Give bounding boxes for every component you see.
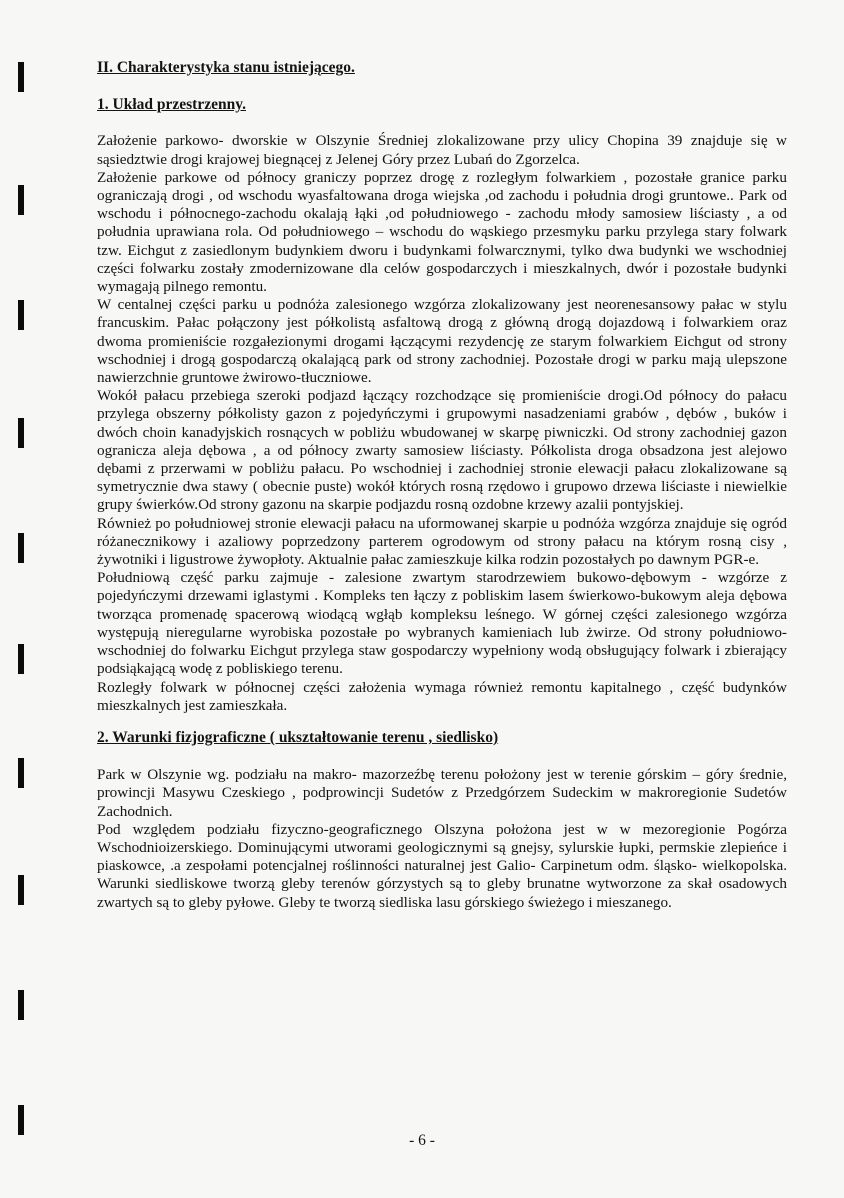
section-heading: 2. Warunki fizjograficzne ( ukształtowanie terenu , siedlisko): [97, 728, 499, 746]
document-body: [97, 59, 787, 912]
paragraph: Wokół pałacu przebiega szeroki podjazd łączący rozchodzące się promieniście drogi.Od północy do pałacu przylega obszerny półkolisty gazon z pojedyńczymi i grupowymi nasadzeniami grabów , dębów , buków i dwóch choin kanadyjskich rosnących w pobliżu wbudowanej w skarpę piwniczki. Od strony zachodniej gazon ogranicza aleja dębowa , a od północy zwarty samosiew liściasty. Półkolista droga obsadzona jest alejowo dębami z przerwami w pobliżu pałacu. Po wschodniej i zachodniej stronie elewacji pałacu zlokalizowane są symetrycznie dwa stawy ( obecnie puste) wokół których rosną rzędowo i grupowo drzewa liściaste i niewielkie grupy świerków.Od strony gazonu na skarpie podjazdu rosną ozdobne krzewy azalii pontyjskiej.: [97, 387, 787, 514]
binding-mark: [18, 1105, 24, 1135]
binding-mark: [18, 418, 24, 448]
paragraph: W centalnej części parku u podnóża zalesionego wzgórza zlokalizowany jest neorenesansowy pałac w stylu francuskim. Pałac połączony jest półkolistą asfaltową drogą z główną drogą dojazdową i folwarkiem oraz dwoma promieniście rozgałezionymi drogami łączącymi rezydencję ze starym folwarkiem Eichgut od strony wschodniej i drogą gospodarczą okalającą park od strony zachodniej. Pozostałe drogi w parku mają ulepszone nawierzchnie gruntowe żwirowo-tłuczniowe.: [97, 296, 787, 387]
paragraph: Założenie parkowe od północy graniczy poprzez drogę z rozległym folwarkiem , pozostałe granice parku ograniczają drogi , od wschodu wyasfaltowana droga wiejska ,od zachodu i południa drogi gruntowe.. Park od wschodu i północnego-zachodu okalają łąki ,od południowego - zachodu młody samosiew liściasty , a od południa uprawiana rola. Od południowego – wschodu do wąskiego przesmyku parku przylega stary folwark tzw. Eichgut z zasiedlonym budynkiem dworu i budynkami folwarcznymi, tylko dwa budynki we wschodniej części folwarku zostały zmodernizowane dla celów gospodarczych i mieszkalnych, dwór i pozostałe budynki wymagają pilnego remontu.: [97, 168, 787, 296]
paragraph: Pod względem podziału fizyczno-geograficznego Olszyna położona jest w w mezoregionie Pogórza Wschodnioizerskiego. Dominującymi utworami geologicznymi są gnejsy, sylurskie łupki, permskie zlepieńce i piaskowce, .a zespołami potencjalnej roślinności naturalnej jest Galio- Carpinetum odm. śląsko- wielkopolska. Warunki siedliskowe tworzą gleby terenów górzystych są to gleby brunatne wytworzone za skał osadowych zwartych są to gleby pyłowe. Gleby te tworzą siedliska lasu górskiego świeżego i mieszanego.: [97, 820, 787, 911]
paragraph: Park w Olszynie wg. podziału na makro- mazorzeźbę terenu położony jest w terenie górskim – góry średnie, prowincji Masywu Czeskiego , podprowincji Sudetów z Przedgórzem Sudeckim w makroregionie Sudetów Zachodnich.: [97, 766, 787, 820]
binding-mark: [18, 644, 24, 674]
binding-mark: [18, 62, 24, 92]
page-number: - 6 -: [409, 1132, 435, 1149]
paragraph: Również po południowej stronie elewacji pałacu na uformowanej skarpie u podnóża wzgórza znajduje się ogród różanecznikowy i azaliowy poprzedzony parterem ogrodowym od strony pałacu na którym rosną cisy , żywotniki i ligustrowe żywopłoty. Aktualnie pałac zamieszkuje kilka rodzin pozostałych po dawnym PGR-e.: [97, 514, 787, 569]
binding-mark: [18, 990, 24, 1020]
section-heading: 1. Układ przestrzenny.: [97, 96, 246, 114]
binding-mark: [18, 185, 24, 215]
paragraph: Założenie parkowo- dworskie w Olszynie Średniej zlokalizowane przy ulicy Chopina 39 znajduje się w sąsiedztwie drogi krajowej biegnącej z Jelenej Góry przez Lubań do Zgorzelca.: [97, 132, 787, 168]
paragraph: Południową część parku zajmuje - zalesione zwartym starodrzewiem bukowo-dębowym - wzgórze z pojedyńczymi drzewami iglastymi . Kompleks ten łączy z pobliskim lasem świerkowo-bukowym aleja dębowa tworząca promenadę spacerową wiodącą wgłąb kompleksu leśnego. W górnej części zalesionego wzgórza występują nieregularne wyrobiska pozostałe po wybranych kamieniach lub żwirze. Od strony południowo-wschodniej do folwarku Eichgut przylega staw gospodarczy wypełniony wodą obsługujący folwark i zbierający podsiąkającą wodę z pobliskiego terenu.: [97, 569, 787, 678]
binding-mark: [18, 533, 24, 563]
binding-mark: [18, 300, 24, 330]
binding-mark: [18, 875, 24, 905]
binding-mark: [18, 758, 24, 788]
chapter-heading: II. Charakterystyka stanu istniejącego.: [97, 59, 355, 76]
paragraph: Rozległy folwark w północnej części założenia wymaga również remontu kapitalnego , część budynków mieszkalnych jest zamieszkała.: [97, 678, 787, 714]
